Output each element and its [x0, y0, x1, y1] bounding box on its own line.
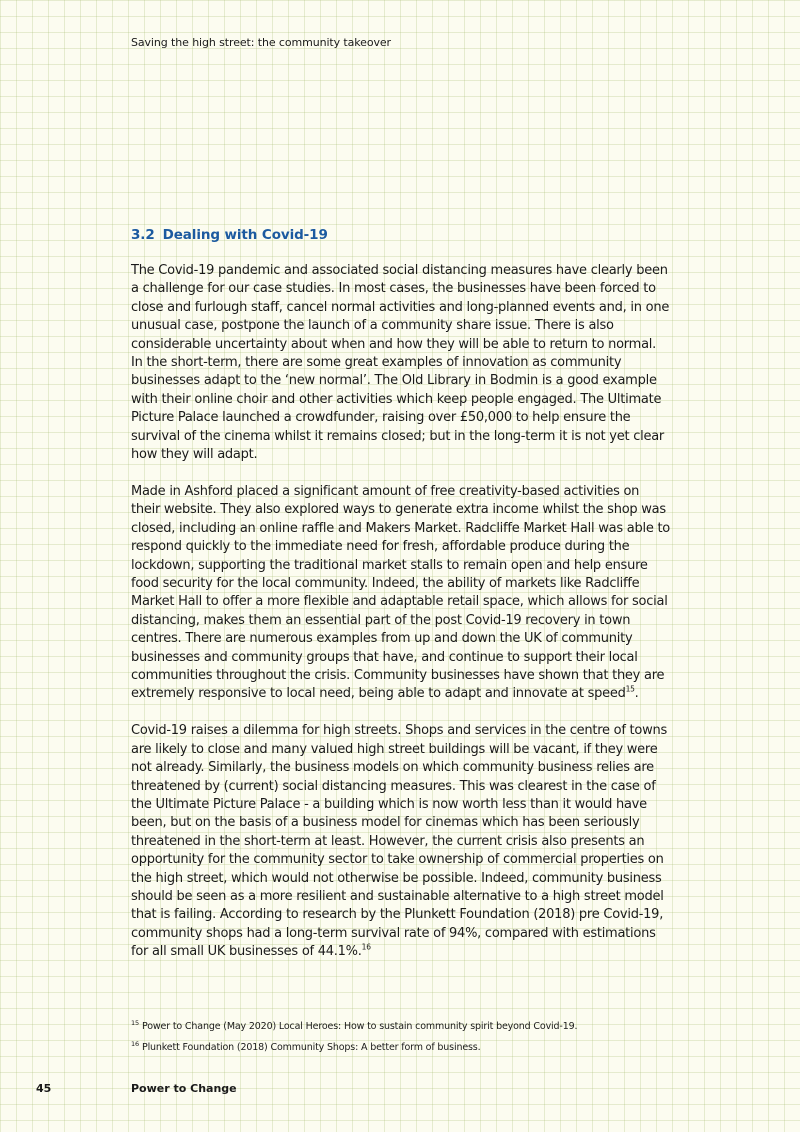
footnote — [131, 1041, 671, 1054]
section-title: Dealing with Covid-19 — [162, 227, 328, 243]
paragraph — [131, 722, 671, 961]
publisher-name: Power to Change — [131, 1082, 237, 1095]
footnotes — [131, 1020, 671, 1062]
footnote-text: Plunkett Foundation (2018) Community Shops: A better form of business. — [141, 1042, 481, 1053]
body-text — [131, 262, 671, 980]
paragraph-text: Covid-19 raises a dilemma for high streets. Shops and services in the centre of towns are likely to close and many valued high street buildings will be vacant, if they were not already. Similarly, the business models on which community business relies are threatened by (current) social distancing measures. This was clearest in the case of the Ultimate Picture Palace - a building which is now worth less than it would have been, but on the basis of a business model for cinemas which has been seriously threatened in the short-term at least. However, the current crisis also presents an opportunity for the community sector to take ownership of commercial properties on the high street, which would not otherwise be possible. Indeed, community business should be seen as a more resilient and sustainable alternative to a high street model that is failing. According to research by the Plunkett Foundation (2018) pre Covid-19, community shops had a long-term survival rate of 94%, compared with estimations for all small UK businesses of 44.1%. — [131, 723, 667, 960]
paragraph-text: Made in Ashford placed a significant amount of free creativity-based activities on their website. They also explored ways to generate extra income whilst the shop was closed, including an online raffle and Makers Market. Radcliffe Market Hall was able to respond quickly to the immediate need for fresh, affordable produce during the lockdown, supporting the traditional market stalls to remain open and help ensure food security for the local community. Indeed, the ability of markets like Radcliffe Market Hall to offer a more flexible and adaptable retail space, which allows for social distancing, makes them an essential part of the post Covid-19 recovery in town centres. There are numerous examples from up and down the UK of community businesses and community groups that have, and continue to support their local communities throughout the crisis. Community businesses have shown that they are extremely responsive to local need, being able to adapt and innovate at speed — [131, 483, 671, 702]
page-number: 45 — [36, 1082, 52, 1095]
paragraph-text-tail: . — [634, 686, 639, 702]
footnote-number: 15 — [131, 1018, 139, 1027]
footnote-number: 16 — [131, 1039, 139, 1048]
footnote-ref[interactable]: 16 — [361, 942, 371, 952]
paragraph — [131, 262, 671, 464]
paragraph-text: The Covid-19 pandemic and associated social distancing measures have clearly been a challenge for our case studies. In most cases, the businesses have been forced to close and furlough staff, cancel normal activities and long-planned events and, in one unusual case, postpone the launch of a community share issue. There is also considerable uncertainty about when and how they will be able to return to normal. In the short-term, there are some great examples of innovation as community businesses adapt to the ‘new normal’. The Old Library in Bodmin is a good example with their online choir and other activities which keep people engaged. The Ultimate Picture Palace launched a crowdfunder, raising over £50,000 to help ensure the survival of the cinema whilst it remains closed; but in the long-term it is not yet clear how they will adapt. — [131, 263, 670, 463]
footnote-ref[interactable]: 15 — [625, 685, 635, 695]
section-heading — [131, 227, 328, 243]
footnote — [131, 1020, 671, 1033]
footnote-text: Power to Change (May 2020) Local Heroes: How to sustain community spirit beyond Covid-19. — [141, 1021, 578, 1032]
paragraph — [131, 483, 671, 704]
section-number: 3.2 — [131, 227, 155, 243]
running-header: Saving the high street: the community takeover — [131, 36, 391, 49]
